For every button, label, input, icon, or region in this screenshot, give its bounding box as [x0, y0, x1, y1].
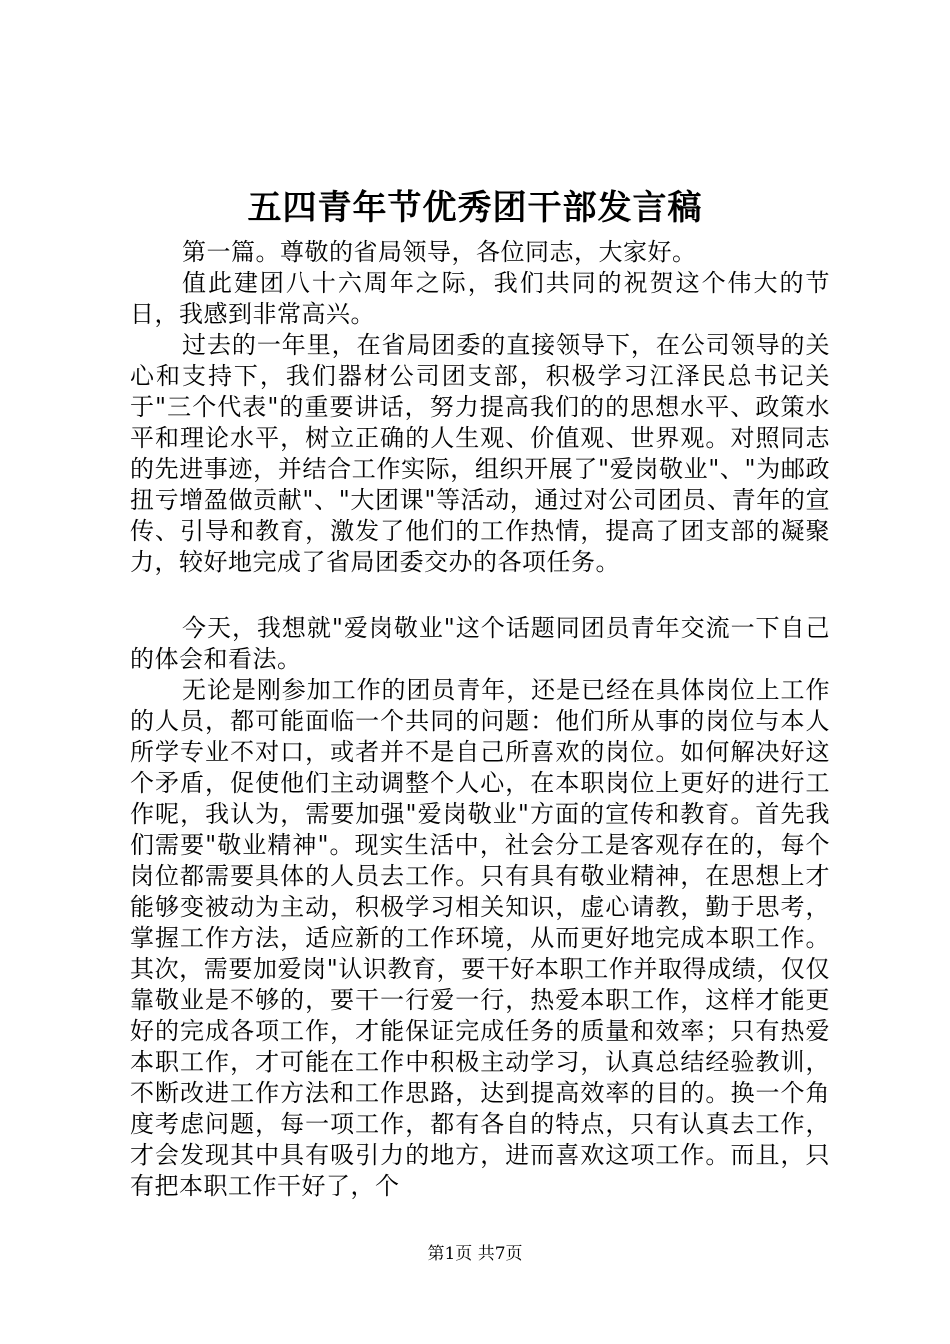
paragraph-greeting: 第一篇。尊敬的省局领导，各位同志，大家好。 — [182, 238, 697, 266]
document-title: 五四青年节优秀团干部发言稿 — [247, 188, 703, 228]
paragraph-spacer — [130, 578, 830, 613]
document-body — [130, 237, 830, 1202]
page-number: 第1页 共7页 — [427, 1244, 523, 1264]
paragraph-anniversary: 值此建团八十六周年之际，我们共同的祝贺这个伟大的节日，我感到非常高兴。 — [130, 269, 830, 328]
paragraph-discussion: 无论是刚参加工作的团员青年，还是已经在具体岗位上工作的人员，都可能面临一个共同的问题：他们所从事的岗位与本人所学专业不对口，或者并不是自己所喜欢的岗位。如何解决好这个矛盾，促使他们主动调整个人心，在本职岗位上更好的进行工作呢，我认为，需要加强"爱岗敬业"方面的宣传和教育。首先我们需要"敬业精神"。现实生活中，社会分工是客观存在的，每个岗位都需要具体的人员去工作。只有具有敬业精神，在思想上才能够变被动为主动，积极学习相关知识，虚心请教，勤于思考，掌握工作方法，适应新的工作环境，从而更好地完成本职工作。其次，需要加爱岗"认识教育，要干好本职工作并取得成绩，仅仅靠敬业是不够的，要干一行爱一行，热爱本职工作，这样才能更好的完成各项工作，才能保证完成任务的质量和效率；只有热爱本职工作，才可能在工作中积极主动学习，认真总结经验教训，不断改进工作方法和工作思路，达到提高效率的目的。换一个角度考虑问题，每一项工作，都有各自的特点，只有认真去工作，才会发现其中具有吸引力的地方，进而喜欢这项工作。而且，只有把本职工作干好了，个 — [130, 676, 830, 1200]
paragraph-topic: 今天，我想就"爱岗敬业"这个话题同团员青年交流一下自己的体会和看法。 — [130, 614, 830, 673]
paragraph-past-year: 过去的一年里，在省局团委的直接领导下，在公司领导的关心和支持下，我们器材公司团支部，积极学习江泽民总书记关于"三个代表"的重要讲话，努力提高我们的的思想水平、政策水平和理论水平，树立正确的人生观、价值观、世界观。对照同志的先进事迹，并结合工作实际，组织开展了"爱岗敬业"、"为邮政扭亏增盈做贡献"、"大团课"等活动，通过对公司团员、青年的宣传、引导和教育，激发了他们的工作热情，提高了团支部的凝聚力，较好地完成了省局团委交办的各项任务。 — [130, 331, 830, 576]
